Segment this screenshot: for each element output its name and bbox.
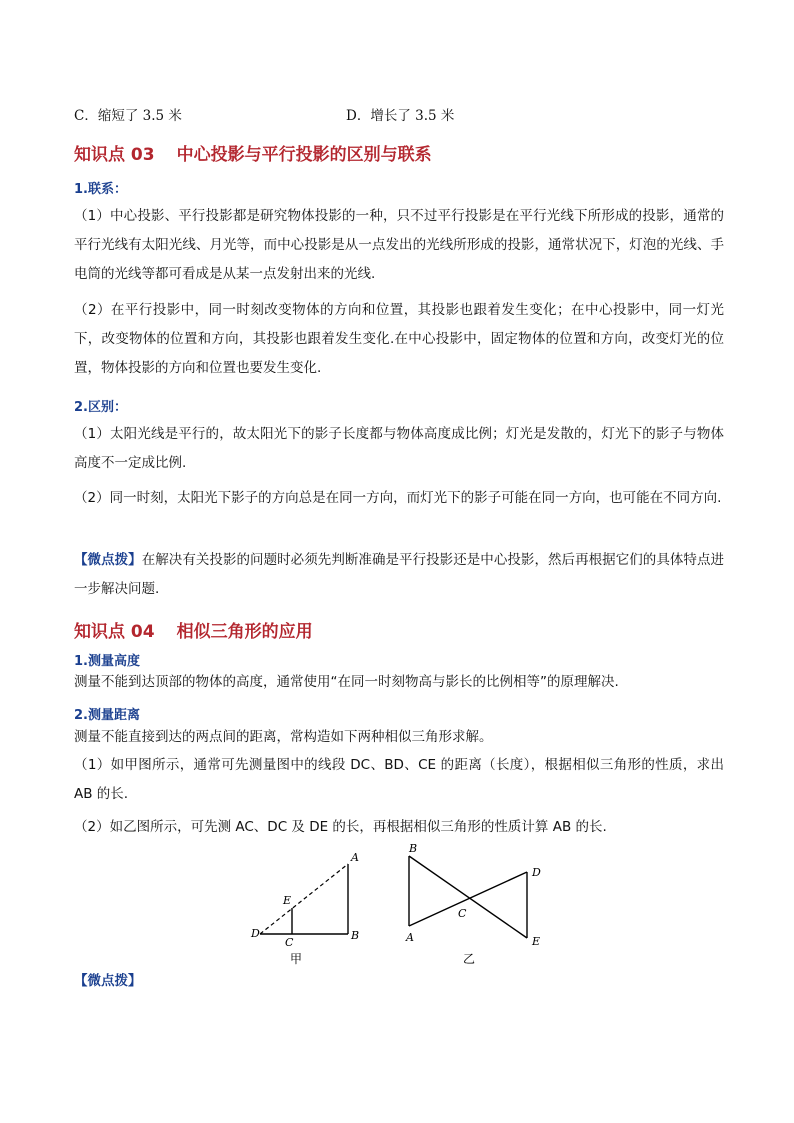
kp04-h2: 2.测量距离 — [74, 708, 140, 723]
option-d: D．增长了 3.5 米 — [346, 108, 455, 124]
kp03-link-p1: （1）中心投影、平行投影都是研究物体投影的一种，只不过平行投影是在平行光线下所形成的投影，通常的平行光线有太阳光线、月光等，而中心投影是从一点发出的光线所形成的投影，通常状况下，灯泡的光线、手电筒的光线等都可看成是从某一点发射出来的光线. — [74, 208, 724, 282]
jia-label-c: C — [285, 936, 294, 949]
jia-line-da — [260, 864, 348, 934]
kp04-tip — [74, 967, 724, 996]
kp04-title: 相似三角形的应用 — [176, 622, 313, 642]
yi-label-c: C — [458, 907, 467, 920]
kp03-tip-text: 在解决有关投影的问题时必须先判断准确是平行投影还是中心投影，然后再根据它们的具体特点进一步解决问题. — [74, 552, 725, 597]
yi-label-e: E — [532, 935, 541, 948]
kp04-heading — [74, 617, 313, 642]
figure-yi — [400, 838, 560, 968]
kp04-p3: （1）如甲图所示，通常可先测量图中的线段 DC、BD、CE 的距离（长度），根据相似三角形的性质，求出 AB 的长. — [74, 757, 724, 802]
kp03-title: 中心投影与平行投影的区别与联系 — [176, 145, 432, 165]
kp04-h1: 1.测量高度 — [74, 654, 140, 669]
kp03-tip — [74, 546, 724, 604]
kp03-tip-label: 【微点拨】 — [74, 552, 142, 568]
kp03-diff-p1: （1）太阳光线是平行的，故太阳光下的影子长度都与物体高度成比例；灯光是发散的，灯光下的影子与物体高度不一定成比例. — [74, 426, 724, 471]
jia-label-a: A — [351, 851, 359, 864]
jia-label-d: D — [251, 927, 260, 940]
kp04-p1: 测量不能到达顶部的物体的高度，通常使用“在同一时刻物高与影长的比例相等”的原理解决. — [74, 674, 619, 690]
kp03-heading — [74, 140, 432, 165]
yi-line-be — [409, 856, 527, 938]
yi-caption: 乙 — [463, 952, 476, 966]
yi-label-b: B — [409, 842, 418, 855]
kp04-p2: 测量不能直接到达的两点间的距离，常构造如下两种相似三角形求解。 — [74, 729, 493, 745]
kp03-diff-heading: 2.区别： — [74, 400, 127, 415]
jia-caption: 甲 — [290, 952, 303, 966]
option-c: C．缩短了 3.5 米 — [74, 108, 182, 124]
kp04-p4: （2）如乙图所示，可先测 AC、DC 及 DE 的长，再根据相似三角形的性质计算 AB 的长. — [74, 819, 607, 835]
kp04-number: 知识点 04 — [74, 622, 155, 642]
kp03-link-heading: 1.联系： — [74, 182, 127, 197]
figure-jia — [240, 848, 380, 968]
kp03-number: 知识点 03 — [74, 145, 155, 165]
yi-line-ad — [409, 872, 527, 926]
yi-label-a: A — [406, 931, 414, 944]
kp03-diff-p2: （2）同一时刻，太阳光下影子的方向总是在同一方向，而灯光下的影子可能在同一方向，也可能在不同方向. — [74, 490, 722, 506]
jia-label-e: E — [283, 894, 292, 907]
jia-label-b: B — [351, 929, 360, 942]
kp03-link-p2: （2）在平行投影中，同一时刻改变物体的方向和位置，其投影也跟着发生变化；在中心投影中，同一灯光下，改变物体的位置和方向，其投影也跟着发生变化.在中心投影中，固定物体的位置和方向，改变灯光的位置，物体投影的方向和位置也要发生变化. — [74, 302, 724, 376]
yi-label-d: D — [532, 866, 541, 879]
kp04-tip-label: 【微点拨】 — [74, 973, 142, 989]
